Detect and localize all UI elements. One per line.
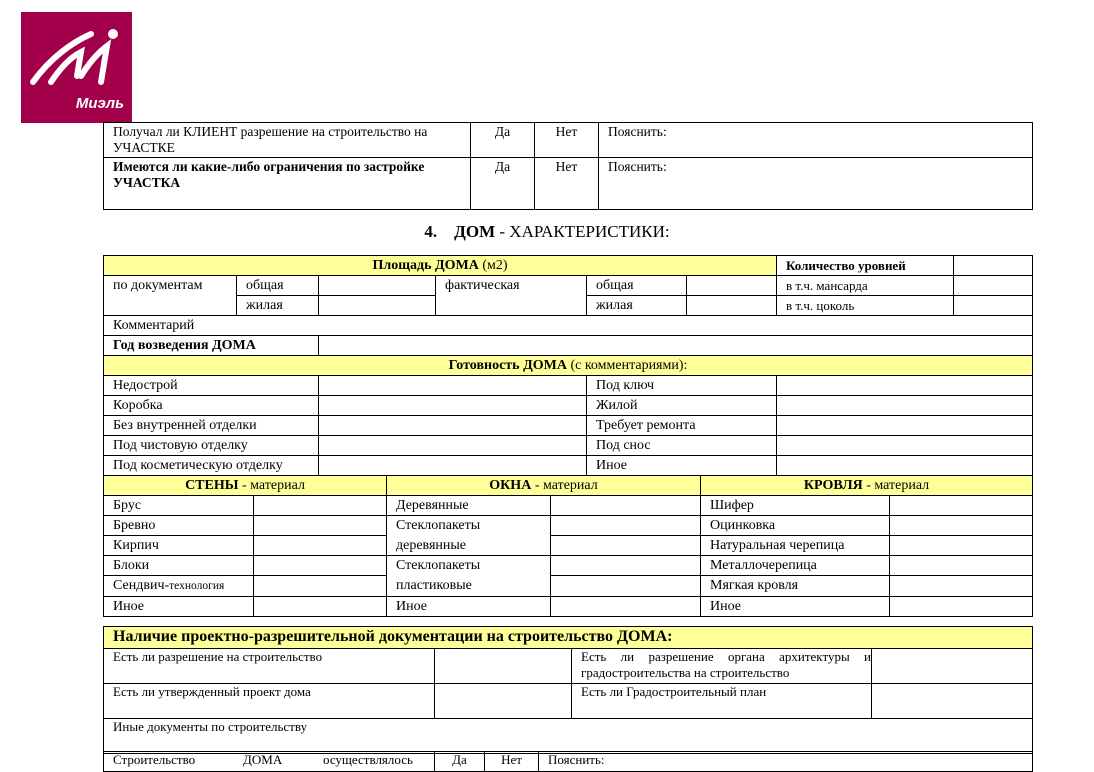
table-row xyxy=(104,576,1033,597)
land-table xyxy=(103,122,1033,210)
yes-option[interactable]: Да xyxy=(471,158,535,210)
windows-header: ОКНА - материал xyxy=(387,476,701,496)
arch-permit-label: Есть ли разрешение органа архитектуры и градостроительства на строительство xyxy=(572,649,872,684)
wall-material: Иное xyxy=(104,597,254,617)
table-row xyxy=(104,316,1033,336)
walls-header: СТЕНЫ - материал xyxy=(104,476,387,496)
permit-question: Получал ли КЛИЕНТ разрешение на строительство на УЧАСТКЕ xyxy=(104,123,471,158)
wall-value[interactable] xyxy=(254,576,387,597)
readiness-option: Недострой xyxy=(104,376,319,396)
table-row xyxy=(104,336,1033,356)
window-value[interactable] xyxy=(551,536,701,556)
window-value[interactable] xyxy=(551,556,701,576)
table-row xyxy=(104,684,1033,719)
table-row xyxy=(104,476,1033,496)
window-value[interactable] xyxy=(551,496,701,516)
wall-material: Блоки xyxy=(104,556,254,576)
table-row xyxy=(104,597,1033,617)
comment-field[interactable]: Комментарий xyxy=(104,316,1033,336)
by-docs-label: по документам xyxy=(104,276,237,316)
table-row xyxy=(104,436,1033,456)
total-label: общая xyxy=(587,276,687,296)
permit-label: Есть ли разрешение на строительство xyxy=(104,649,435,684)
table-row xyxy=(104,516,1033,536)
window-material: Стеклопакеты xyxy=(387,556,551,576)
readiness-value[interactable] xyxy=(319,436,587,456)
table-row xyxy=(104,356,1033,376)
urban-plan-value[interactable] xyxy=(872,684,1033,719)
logo xyxy=(21,12,132,123)
no-option[interactable]: Нет xyxy=(535,158,599,210)
readiness-value[interactable] xyxy=(777,436,1033,456)
other-docs-field[interactable]: Иные документы по строительству xyxy=(104,719,1033,754)
docs-total-value[interactable] xyxy=(319,276,436,296)
total-label: общая xyxy=(237,276,319,296)
table-row xyxy=(104,649,1033,684)
wall-value[interactable] xyxy=(254,516,387,536)
window-material: пластиковые xyxy=(387,576,551,597)
explain-field[interactable]: Пояснить: xyxy=(599,123,1033,158)
window-material: Деревянные xyxy=(387,496,551,516)
window-value[interactable] xyxy=(551,576,701,597)
no-option[interactable]: Нет xyxy=(535,123,599,158)
roof-value[interactable] xyxy=(890,576,1033,597)
approved-project-label: Есть ли утвержденный проект дома xyxy=(104,684,435,719)
table-row xyxy=(104,376,1033,396)
roof-material: Шифер xyxy=(701,496,890,516)
actual-living-value[interactable] xyxy=(687,296,777,316)
no-option[interactable]: Нет xyxy=(485,752,539,772)
readiness-option: Без внутренней отделки xyxy=(104,416,319,436)
table-row xyxy=(104,556,1033,576)
table-row xyxy=(104,256,1033,276)
wall-value[interactable] xyxy=(254,556,387,576)
approved-project-value[interactable] xyxy=(435,684,572,719)
wall-value[interactable] xyxy=(254,597,387,617)
readiness-option: Требует ремонта xyxy=(587,416,777,436)
readiness-value[interactable] xyxy=(319,396,587,416)
roof-value[interactable] xyxy=(890,536,1033,556)
living-label: жилая xyxy=(587,296,687,316)
urban-plan-label: Есть ли Градостроительный план xyxy=(572,684,872,719)
roof-material: Мягкая кровля xyxy=(701,576,890,597)
readiness-option: Под косметическую отделку xyxy=(104,456,319,476)
table-row xyxy=(104,123,1033,158)
readiness-option: Под чистовую отделку xyxy=(104,436,319,456)
roof-value[interactable] xyxy=(890,496,1033,516)
window-material: Стеклопакеты xyxy=(387,516,551,536)
basement-label: в т.ч. цоколь xyxy=(777,296,954,316)
table-row xyxy=(104,396,1033,416)
actual-total-value[interactable] xyxy=(687,276,777,296)
wall-value[interactable] xyxy=(254,536,387,556)
attic-label: в т.ч. мансарда xyxy=(777,276,954,296)
logo-text: Миэль xyxy=(75,95,124,112)
docs-header: Наличие проектно-разрешительной документации на строительство ДОМА: xyxy=(104,627,1033,649)
window-value[interactable] xyxy=(551,516,701,536)
window-material: деревянные xyxy=(387,536,551,556)
built-question: Строительство ДОМА осуществлялось xyxy=(104,752,435,772)
basement-value[interactable] xyxy=(954,296,1033,316)
readiness-option: Коробка xyxy=(104,396,319,416)
actual-label: фактическая xyxy=(436,276,587,316)
section-heading xyxy=(0,222,1094,242)
roof-value[interactable] xyxy=(890,516,1033,536)
window-value[interactable] xyxy=(551,597,701,617)
readiness-header: Готовность ДОМА (с комментариями): xyxy=(104,356,1033,376)
table-row xyxy=(104,456,1033,476)
table-row xyxy=(104,627,1033,649)
roof-material: Натуральная черепица xyxy=(701,536,890,556)
wall-material: Бревно xyxy=(104,516,254,536)
window-material: Иное xyxy=(387,597,551,617)
roof-header: КРОВЛЯ - материал xyxy=(701,476,1033,496)
explain-field[interactable]: Пояснить: xyxy=(539,752,1033,772)
docs-living-value[interactable] xyxy=(319,296,436,316)
section-title-rest: - ХАРАКТЕРИСТИКИ: xyxy=(495,222,670,241)
roof-material: Иное xyxy=(701,597,890,617)
readiness-value[interactable] xyxy=(777,376,1033,396)
section-title-bold: ДОМ xyxy=(454,222,496,241)
levels-value[interactable] xyxy=(954,256,1033,276)
table-row xyxy=(104,276,1033,296)
readiness-value[interactable] xyxy=(777,416,1033,436)
readiness-option: Под ключ xyxy=(587,376,777,396)
docs-table xyxy=(103,626,1033,754)
section-number: 4. xyxy=(424,222,438,241)
roof-value[interactable] xyxy=(890,597,1033,617)
explain-field[interactable]: Пояснить: xyxy=(599,158,1033,210)
readiness-value[interactable] xyxy=(777,456,1033,476)
readiness-option: Жилой xyxy=(587,396,777,416)
living-label: жилая xyxy=(237,296,319,316)
readiness-option: Иное xyxy=(587,456,777,476)
yes-option[interactable]: Да xyxy=(471,123,535,158)
readiness-value[interactable] xyxy=(319,456,587,476)
arch-permit-value[interactable] xyxy=(872,649,1033,684)
house-table xyxy=(103,255,1033,476)
wall-material: Сендвич-технология xyxy=(104,576,254,597)
table-row xyxy=(104,158,1033,210)
readiness-value[interactable] xyxy=(319,416,587,436)
attic-value[interactable] xyxy=(954,276,1033,296)
readiness-option: Под снос xyxy=(587,436,777,456)
readiness-value[interactable] xyxy=(319,376,587,396)
table-row xyxy=(104,496,1033,516)
table-row xyxy=(104,416,1033,436)
wall-value[interactable] xyxy=(254,496,387,516)
wall-material: Брус xyxy=(104,496,254,516)
permit-value[interactable] xyxy=(435,649,572,684)
yes-option[interactable]: Да xyxy=(435,752,485,772)
year-built-value[interactable] xyxy=(319,336,1033,356)
readiness-value[interactable] xyxy=(777,396,1033,416)
area-header: Площадь ДОМА (м2) xyxy=(104,256,777,276)
table-row xyxy=(104,536,1033,556)
roof-material: Металлочерепица xyxy=(701,556,890,576)
roof-material: Оцинковка xyxy=(701,516,890,536)
materials-table xyxy=(103,475,1033,617)
table-row xyxy=(104,719,1033,754)
year-built-label: Год возведения ДОМА xyxy=(104,336,319,356)
roof-value[interactable] xyxy=(890,556,1033,576)
levels-header: Количество уровней xyxy=(777,256,954,276)
wall-material: Кирпич xyxy=(104,536,254,556)
restrictions-question: Имеются ли какие-либо ограничения по застройке УЧАСТКА xyxy=(104,158,471,210)
